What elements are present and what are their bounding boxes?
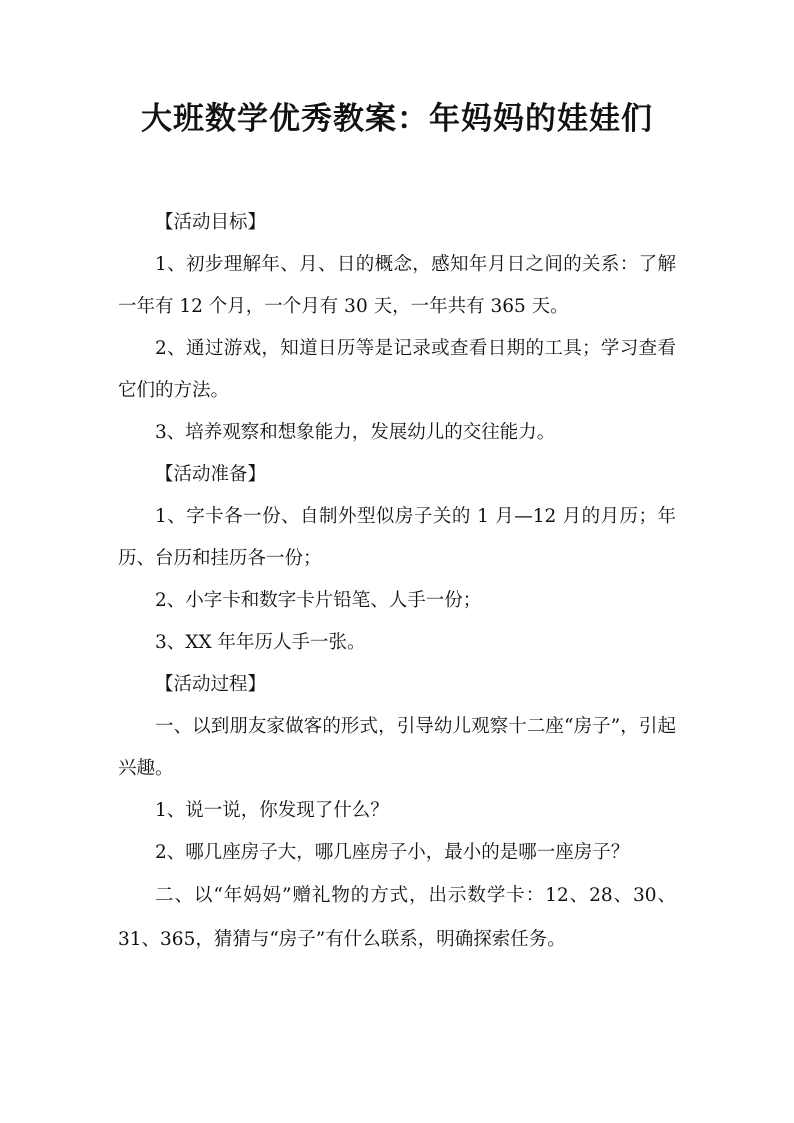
preparation-item-3: 3、XX 年年历人手一张。	[155, 632, 366, 653]
document-title: 大班数学优秀教案：年妈妈的娃娃们	[141, 101, 653, 137]
process-step-2: 二、以“年妈妈”赠礼物的方式，出示数学卡：12、28、30、31、365，猜猜与“房子”有什么联系，明确探索任务。	[118, 885, 676, 950]
preparation-item-2: 2、小字卡和数字卡片铅笔、人手一份；	[155, 590, 482, 611]
process-substep-1: 1、说一说，你发现了什么？	[155, 800, 389, 821]
goal-item-2: 2、通过游戏，知道日历等是记录或查看日期的工具；学习查看它们的方法。	[118, 338, 676, 401]
section-heading-process: 【活动过程】	[155, 674, 267, 695]
process-step-1: 一、以到朋友家做客的形式，引导幼儿观察十二座“房子”，引起兴趣。	[118, 716, 676, 779]
document-body	[118, 202, 676, 962]
goal-item-1: 1、初步理解年、月、日的概念，感知年月日之间的关系：了解一年有 12 个月，一个月有 30 天，一年共有 365 天。	[118, 254, 676, 317]
process-substep-2: 2、哪几座房子大，哪几座房子小，最小的是哪一座房子？	[155, 842, 630, 863]
preparation-item-1: 1、字卡各一份、自制外型似房子关的 1 月—12 月的月历；年历、台历和挂历各一份；	[118, 506, 676, 569]
goal-item-3: 3、培养观察和想象能力，发展幼儿的交往能力。	[155, 422, 556, 443]
section-heading-goals: 【活动目标】	[155, 212, 267, 233]
section-heading-preparation: 【活动准备】	[155, 464, 267, 485]
